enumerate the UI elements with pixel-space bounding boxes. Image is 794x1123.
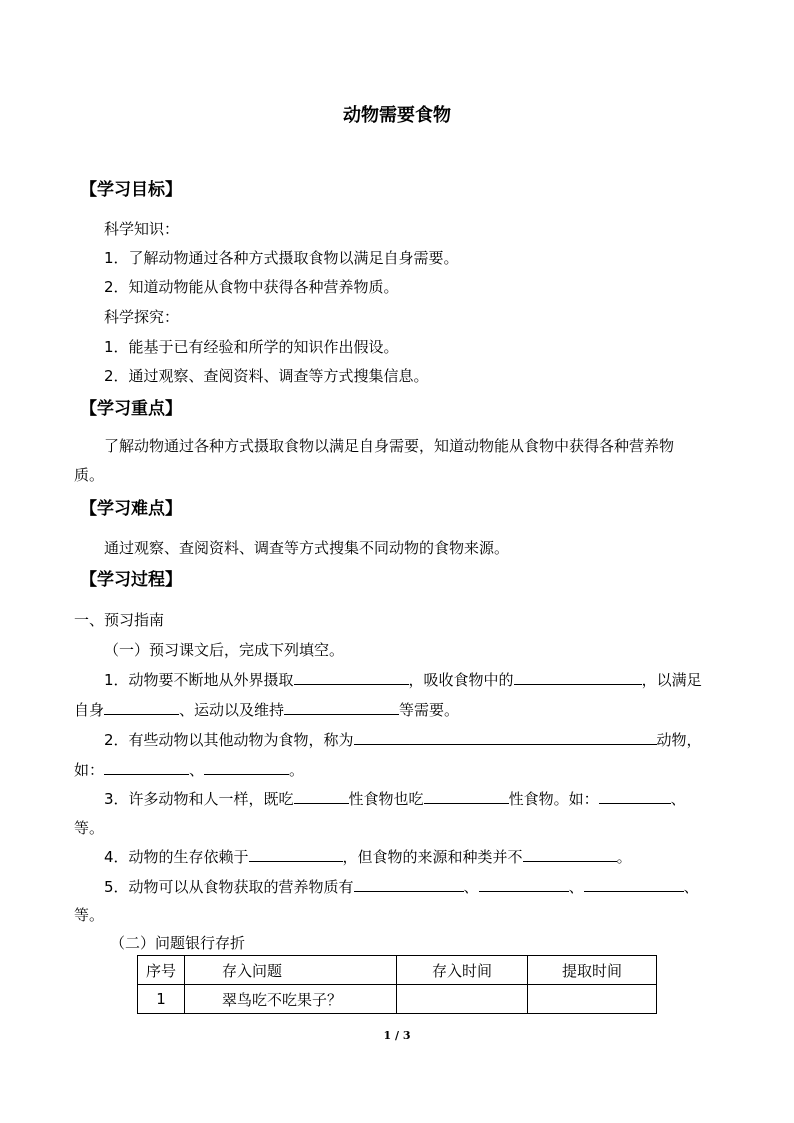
question-5: 5．动物可以从食物获取的营养物质有 、 、 、 [104, 878, 699, 896]
fill-blank[interactable] [584, 876, 684, 892]
knowledge-item: 1．了解动物通过各种方式摄取食物以满足自身需要。 [104, 249, 459, 267]
table-row [138, 985, 657, 1014]
key-points-text-cont: 质。 [74, 466, 105, 484]
knowledge-item: 2．知道动物能从食物中获得各种营养物质。 [104, 278, 399, 296]
fill-blank[interactable] [354, 876, 464, 892]
question-1: 1．动物要不断地从外界摄取 ，吸收食物中的 ，以满足 [104, 671, 702, 689]
table-cell[interactable] [397, 985, 528, 1014]
section-heading-key-points: 【学习重点】 [80, 399, 182, 419]
table-cell: 1 [138, 985, 185, 1014]
knowledge-label: 科学知识： [104, 220, 180, 238]
table-cell: 翠鸟吃不吃果子？ [185, 985, 397, 1014]
sub-heading: （二）问题银行存折 [110, 934, 246, 952]
inquiry-item: 1．能基于已有经验和所学的知识作出假设。 [104, 338, 399, 356]
question-3: 3．许多动物和人一样，既吃 性食物也吃 性食物。如： 、 [104, 790, 686, 808]
section-heading-difficulties: 【学习难点】 [80, 499, 182, 519]
fill-blank[interactable] [104, 759, 189, 775]
fill-blank[interactable] [523, 846, 617, 862]
page-number: 1 / 3 [383, 1029, 411, 1042]
fill-blank[interactable] [294, 788, 349, 804]
fill-blank[interactable] [104, 699, 179, 715]
column-header: 存入时间 [397, 956, 528, 985]
fill-blank[interactable] [424, 788, 509, 804]
key-points-text: 了解动物通过各种方式摄取食物以满足自身需要，知道动物能从食物中获得各种营养物 [104, 437, 675, 455]
inquiry-label: 科学探究： [104, 308, 180, 326]
fill-blank[interactable] [284, 699, 399, 715]
section-heading-goals: 【学习目标】 [80, 180, 182, 200]
fill-blank[interactable] [294, 669, 409, 685]
fill-blank[interactable] [204, 759, 289, 775]
question-1-cont: 自身 、运动以及维持 等需要。 [74, 701, 460, 719]
fill-blank[interactable] [479, 876, 569, 892]
page-title: 动物需要食物 [343, 105, 451, 126]
part-heading: 一、预习指南 [74, 611, 165, 629]
table-cell[interactable] [528, 985, 657, 1014]
column-header: 序号 [138, 956, 185, 985]
fill-blank[interactable] [354, 729, 657, 745]
question-bank-table [137, 955, 657, 1014]
column-header: 存入问题 [185, 956, 397, 985]
table-header-row [138, 956, 657, 985]
sub-heading: （一）预习课文后，完成下列填空。 [104, 641, 345, 659]
fill-blank[interactable] [599, 788, 671, 804]
fill-blank[interactable] [514, 669, 642, 685]
question-5-cont: 等。 [74, 906, 105, 924]
question-2-cont: 如： 、 。 [74, 761, 305, 779]
column-header: 提取时间 [528, 956, 657, 985]
question-2: 2．有些动物以其他动物为食物，称为 动物， [104, 731, 702, 749]
question-4: 4．动物的生存依赖于 ，但食物的来源和种类并不 。 [104, 848, 632, 866]
difficulties-text: 通过观察、查阅资料、调查等方式搜集不同动物的食物来源。 [104, 539, 510, 557]
question-3-cont: 等。 [74, 819, 105, 837]
section-heading-process: 【学习过程】 [80, 570, 182, 590]
inquiry-item: 2．通过观察、查阅资料、调查等方式搜集信息。 [104, 367, 429, 385]
fill-blank[interactable] [249, 846, 343, 862]
